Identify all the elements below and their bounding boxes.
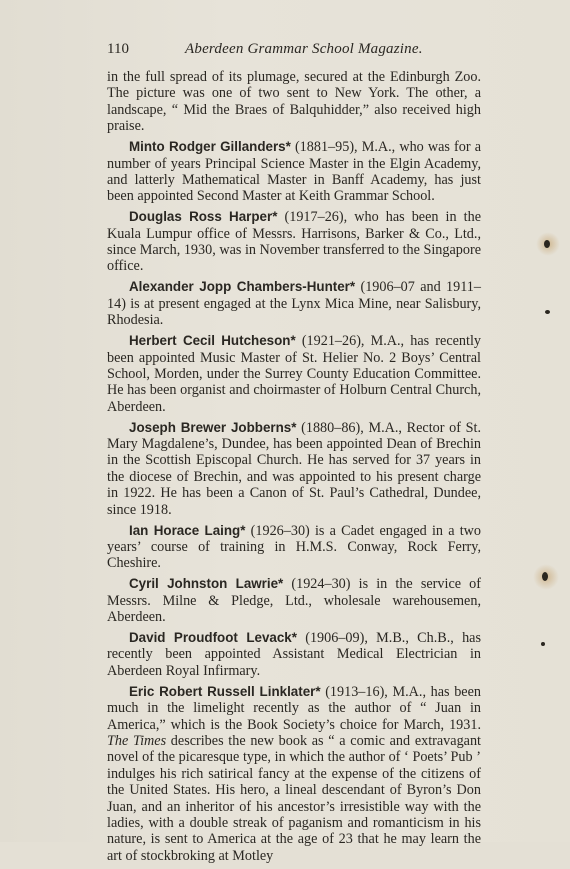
- entry-text: (1881–95), M.A., who was for a number of years Principal Science Master in the Elgin Academy, and latterly Mathematical Master in Banff Academy, has just been appointed Second Master at Keith Grammar School.: [107, 139, 482, 205]
- entry-text: (1906–09), M.B., Ch.B., has recently been appointed Assistant Medical Electrician in Aberdeen Royal Infirmary.: [107, 630, 481, 679]
- page-number: 110: [107, 41, 129, 57]
- entry-text: (1926–30) is a Cadet engaged in a two years’ course of training in H.M.S. Conway, Rock Ferry, Cheshire.: [107, 522, 482, 572]
- entry-paragraph: [107, 279, 481, 328]
- person-name: Ian Horace Laing*: [129, 522, 246, 538]
- entry-paragraph: [107, 333, 481, 415]
- page-header: [107, 41, 481, 61]
- margin-ink-mark: [544, 240, 550, 248]
- margin-ink-mark: [541, 642, 545, 646]
- person-name: David Proudfoot Levack*: [129, 630, 297, 645]
- running-title: Aberdeen Grammar School Magazine.: [185, 41, 423, 57]
- entry-paragraph: [107, 523, 481, 572]
- entry-text: (1906–07 and 1911–14) is at present engaged at the Lynx Mica Mine, near Salisbury, Rhodesia.: [107, 279, 481, 329]
- person-name: Herbert Cecil Hutcheson*: [129, 333, 296, 349]
- entry-paragraph: [107, 139, 481, 205]
- body-text: [107, 69, 481, 869]
- paragraph: [107, 69, 481, 135]
- entry-paragraph: [107, 209, 481, 275]
- person-name: Alexander Jopp Chambers-Hunter*: [129, 279, 356, 295]
- entry-text: (1880–86), M.A., Rector of St. Mary Magdalene’s, Dundee, has been appointed Dean of Brechin in the Scottish Episcopal Church. He has served for 37 years in the diocese of Brechin, and was appointed to his present charge in 1922. He has been a Canon of St. Paul’s Cathedral, Dundee, since 1918.: [107, 419, 481, 518]
- margin-ink-mark: [542, 572, 548, 581]
- person-name: Douglas Ross Harper*: [129, 209, 278, 225]
- person-name: Eric Robert Russell Linklater*: [129, 683, 321, 699]
- entry-paragraph: [107, 684, 481, 864]
- entry-text: (1924–30) is in the service of Messrs. Milne & Pledge, Ltd., wholesale warehousemen, Aberdeen.: [107, 576, 481, 626]
- newspaper-title: The Times: [107, 732, 167, 749]
- entry-text: (1921–26), M.A., has recently been appointed Music Master of St. Helier No. 2 Boys’ Central School, Morden, under the Surrey County Education Committee. He has been organist and choirmaster of Holburn Central Church, Aberdeen.: [107, 333, 481, 415]
- entry-paragraph: [107, 420, 481, 518]
- person-name: Minto Rodger Gillanders*: [129, 139, 291, 155]
- entry-paragraph: [107, 576, 481, 625]
- margin-ink-mark: [545, 310, 550, 314]
- entry-text: (1913–16), M.A., has been much in the limelight recently as the author of “ Juan in America,” which is the Book Society’s choice for March, 1931.: [107, 683, 481, 733]
- person-name: Cyril Johnston Lawrie*: [129, 576, 284, 592]
- paragraph-text: in the full spread of its plumage, secured at the Edinburgh Zoo. The picture was one of two sent to New York. The other, a landscape, “ Mid the Braes of Balquhidder,” also received high praise.: [107, 69, 481, 135]
- entry-paragraph: [107, 630, 481, 679]
- person-name: Joseph Brewer Jobberns*: [129, 419, 297, 435]
- entry-text-continued: describes the new book as “ a comic and extravagant novel of the picaresque type, in which the author of ‘ Poets’ Pub ’ indulges his rich satirical fancy at the expense of the citizens of the United States. His hero, a lineal descendant of Byron’s Don Juan, and an inheritor of his ancestor’s irresistible way with the ladies, with a double streak of paganism and romanticism in his nature, is sent to America at the age of 23 that he may learn the art of stockbroking at Motley: [107, 732, 481, 864]
- entry-text: (1917–26), who has been in the Kuala Lumpur office of Messrs. Harrisons, Barker & Co., Ltd., since March, 1930, was in November transferred to the Singapore office.: [107, 209, 481, 275]
